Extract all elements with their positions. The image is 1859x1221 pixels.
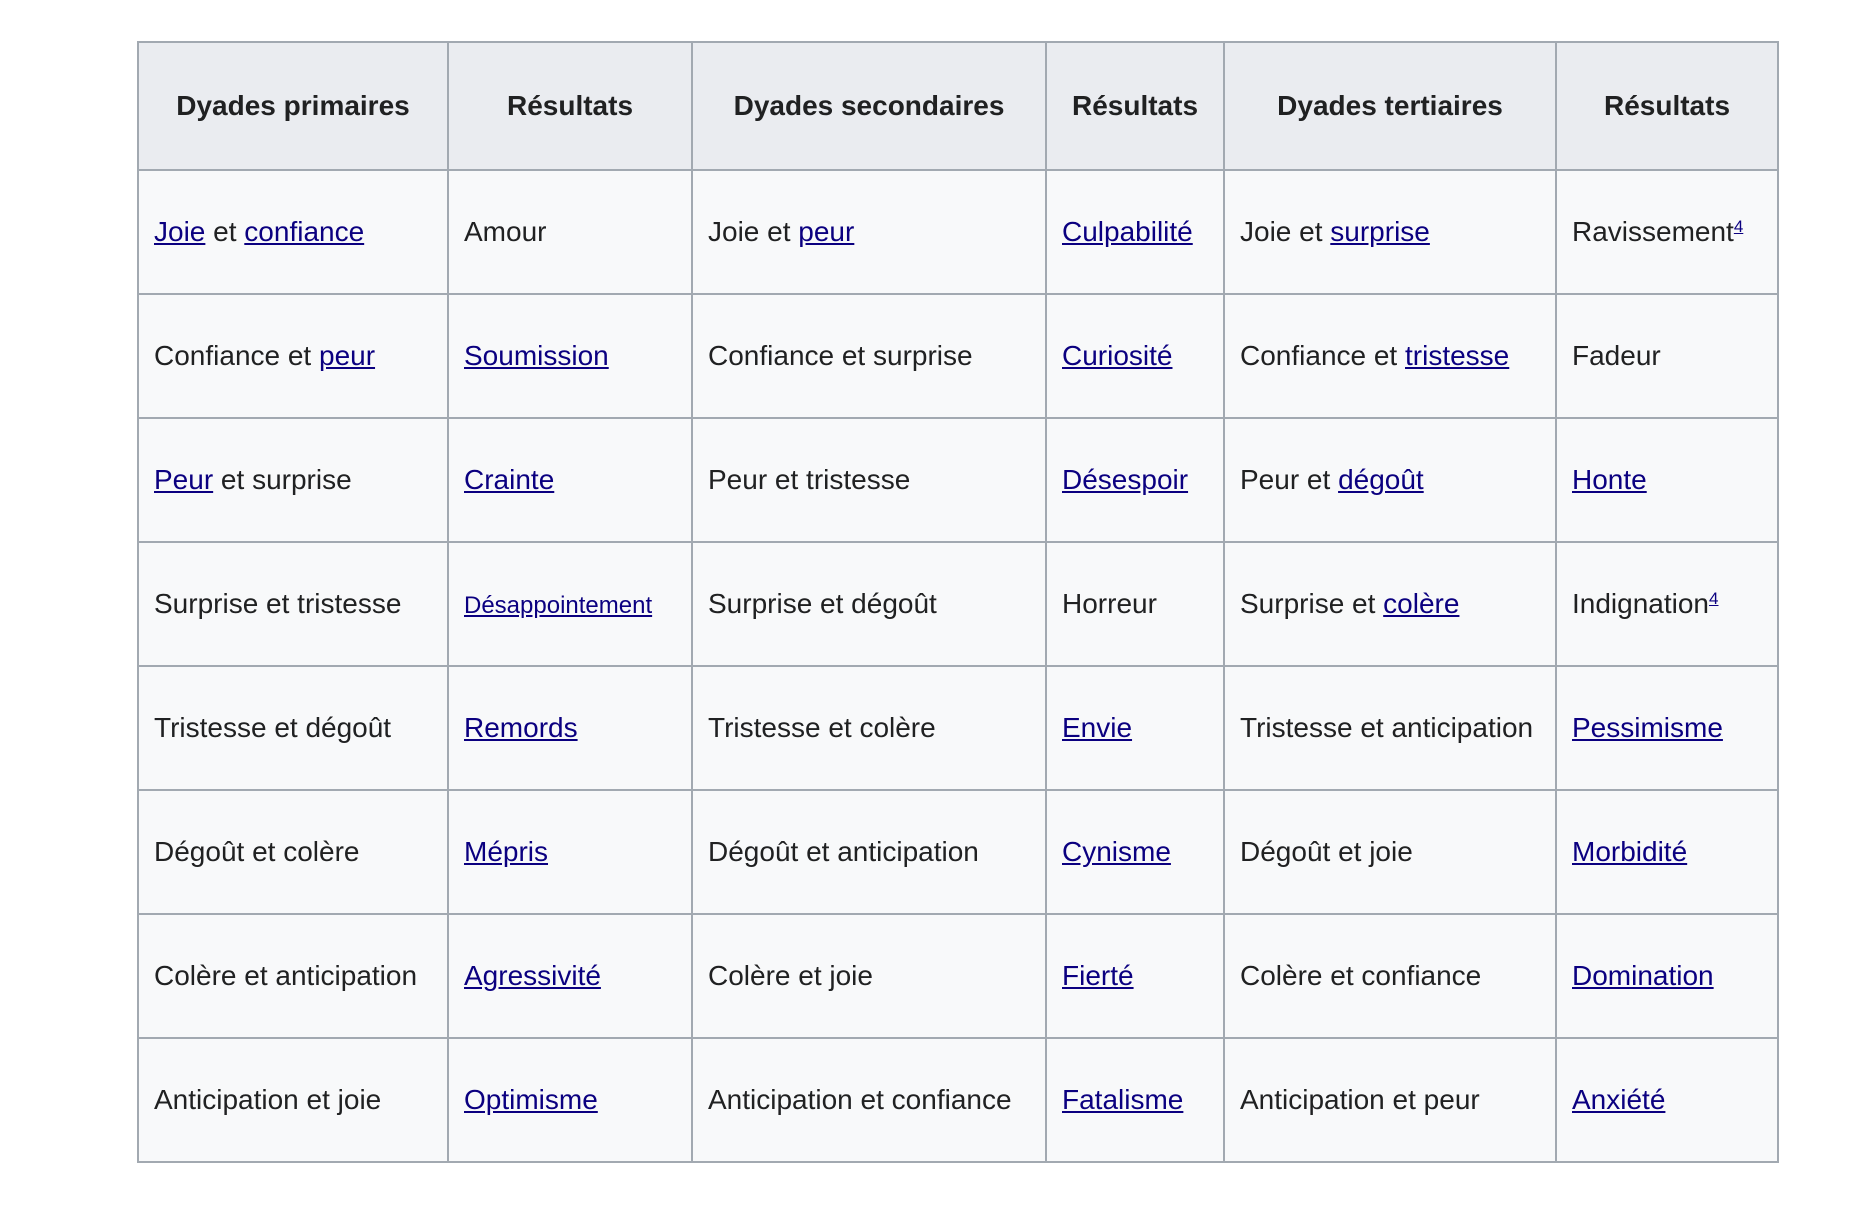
cell-secondary-dyad <box>692 666 1046 790</box>
emotion-link[interactable]: Curiosité <box>1062 340 1173 371</box>
cell-primary-result <box>448 914 692 1038</box>
cell-secondary-result <box>1046 790 1224 914</box>
cell-text: Tristesse et colère <box>708 712 936 743</box>
cell-text: Ravissement <box>1572 216 1734 247</box>
cell-secondary-result <box>1046 1038 1224 1162</box>
emotion-link[interactable]: Agressivité <box>464 960 601 991</box>
cell-text: Amour <box>464 216 547 247</box>
cell-secondary-result <box>1046 666 1224 790</box>
reference-note <box>1709 589 1718 608</box>
cell-tertiary-dyad <box>1224 790 1556 914</box>
cell-primary-dyad <box>138 1038 448 1162</box>
header-secondary-dyads: Dyades secondaires <box>692 42 1046 170</box>
emotion-link[interactable]: Fierté <box>1062 960 1134 991</box>
cell-primary-result <box>448 294 692 418</box>
cell-text: Anticipation et peur <box>1240 1084 1480 1115</box>
cell-text: Fadeur <box>1572 340 1661 371</box>
cell-text: Surprise et tristesse <box>154 588 402 619</box>
cell-secondary-dyad <box>692 418 1046 542</box>
cell-tertiary-dyad <box>1224 170 1556 294</box>
cell-tertiary-dyad <box>1224 418 1556 542</box>
cell-secondary-dyad <box>692 294 1046 418</box>
cell-text: Dégoût et colère <box>154 836 360 867</box>
table-row <box>138 666 1778 790</box>
cell-tertiary-result <box>1556 542 1778 666</box>
cell-text: Horreur <box>1062 588 1157 619</box>
cell-tertiary-dyad <box>1224 914 1556 1038</box>
header-tertiary-results: Résultats <box>1556 42 1778 170</box>
emotion-link[interactable]: Remords <box>464 712 578 743</box>
cell-text: Anticipation et confiance <box>708 1084 1012 1115</box>
cell-primary-dyad <box>138 294 448 418</box>
table-body <box>138 170 1778 1162</box>
cell-tertiary-dyad <box>1224 1038 1556 1162</box>
cell-primary-result <box>448 666 692 790</box>
emotion-link[interactable]: Pessimisme <box>1572 712 1723 743</box>
cell-secondary-result <box>1046 542 1224 666</box>
cell-text: Joie et <box>1240 216 1331 247</box>
emotion-link[interactable]: Désappointement <box>464 592 653 619</box>
table-row <box>138 1038 1778 1162</box>
cell-secondary-dyad <box>692 1038 1046 1162</box>
cell-text: Dégoût et joie <box>1240 836 1413 867</box>
reference-link[interactable]: 4 <box>1733 217 1744 236</box>
cell-secondary-result <box>1046 170 1224 294</box>
emotion-link[interactable]: Peur <box>154 464 214 495</box>
table-row <box>138 170 1778 294</box>
cell-primary-result <box>448 1038 692 1162</box>
emotion-link[interactable]: Joie <box>154 216 206 247</box>
cell-secondary-result <box>1046 294 1224 418</box>
cell-text: Colère et joie <box>708 960 873 991</box>
reference-link[interactable]: 4 <box>1709 589 1719 608</box>
cell-secondary-result <box>1046 914 1224 1038</box>
cell-tertiary-result <box>1556 790 1778 914</box>
cell-primary-dyad <box>138 914 448 1038</box>
cell-primary-dyad <box>138 418 448 542</box>
emotion-link[interactable]: Désespoir <box>1062 464 1189 495</box>
cell-primary-result <box>448 418 692 542</box>
cell-tertiary-dyad <box>1224 542 1556 666</box>
cell-tertiary-result <box>1556 1038 1778 1162</box>
emotion-link[interactable]: Soumission <box>464 340 609 371</box>
cell-secondary-dyad <box>692 542 1046 666</box>
cell-primary-result <box>448 542 692 666</box>
cell-tertiary-result <box>1556 914 1778 1038</box>
cell-secondary-dyad <box>692 790 1046 914</box>
cell-text: Peur et tristesse <box>708 464 911 495</box>
table-row <box>138 418 1778 542</box>
emotion-link[interactable]: dégoût <box>1338 464 1424 495</box>
emotion-link[interactable]: confiance <box>244 216 365 247</box>
cell-text: Confiance et <box>1240 340 1405 371</box>
table-row <box>138 542 1778 666</box>
cell-tertiary-dyad <box>1224 666 1556 790</box>
cell-secondary-dyad <box>692 170 1046 294</box>
emotion-link[interactable]: peur <box>319 340 376 371</box>
table-header <box>138 42 1778 170</box>
cell-secondary-result <box>1046 418 1224 542</box>
emotion-link[interactable]: Envie <box>1062 712 1133 743</box>
cell-text: Joie et <box>708 216 799 247</box>
header-primary-results: Résultats <box>448 42 692 170</box>
cell-text: Tristesse et anticipation <box>1240 712 1534 743</box>
cell-text: Colère et anticipation <box>154 960 418 991</box>
cell-text: Surprise et dégoût <box>708 588 937 619</box>
emotion-link[interactable]: Fatalisme <box>1062 1084 1184 1115</box>
emotion-link[interactable]: Crainte <box>464 464 555 495</box>
cell-text: Indignation <box>1572 588 1710 619</box>
cell-tertiary-dyad <box>1224 294 1556 418</box>
cell-primary-dyad <box>138 170 448 294</box>
cell-text: Surprise et <box>1240 588 1384 619</box>
emotion-link[interactable]: tristesse <box>1405 340 1510 371</box>
cell-secondary-dyad <box>692 914 1046 1038</box>
emotion-link[interactable]: colère <box>1383 588 1460 619</box>
emotion-link[interactable]: Anxiété <box>1572 1084 1666 1115</box>
emotion-link[interactable]: Domination <box>1572 960 1714 991</box>
dyads-table <box>137 41 1779 1163</box>
header-secondary-results: Résultats <box>1046 42 1224 170</box>
cell-text: et <box>205 216 245 247</box>
header-primary-dyads: Dyades primaires <box>138 42 448 170</box>
cell-text: Confiance et <box>154 340 319 371</box>
cell-primary-dyad <box>138 666 448 790</box>
table-row <box>138 294 1778 418</box>
emotion-link[interactable]: surprise <box>1330 216 1430 247</box>
emotion-link[interactable]: Honte <box>1572 464 1647 495</box>
cell-tertiary-result <box>1556 418 1778 542</box>
reference-note <box>1734 217 1743 236</box>
table-row <box>138 914 1778 1038</box>
cell-tertiary-result <box>1556 170 1778 294</box>
emotion-link[interactable]: Mépris <box>464 836 549 867</box>
cell-primary-result <box>448 790 692 914</box>
cell-text: Anticipation et joie <box>154 1084 382 1115</box>
table-row <box>138 790 1778 914</box>
header-row <box>138 42 1778 170</box>
emotion-link[interactable]: peur <box>798 216 855 247</box>
cell-text: et surprise <box>213 464 352 495</box>
cell-text: Colère et confiance <box>1240 960 1482 991</box>
cell-primary-dyad <box>138 542 448 666</box>
cell-tertiary-result <box>1556 666 1778 790</box>
cell-text: Tristesse et dégoût <box>154 712 392 743</box>
emotion-link[interactable]: Culpabilité <box>1062 216 1193 247</box>
cell-text: Confiance et surprise <box>708 340 973 371</box>
cell-tertiary-result <box>1556 294 1778 418</box>
emotion-link[interactable]: Optimisme <box>464 1084 598 1115</box>
cell-primary-dyad <box>138 790 448 914</box>
cell-text: Dégoût et anticipation <box>708 836 979 867</box>
header-tertiary-dyads: Dyades tertiaires <box>1224 42 1556 170</box>
emotion-link[interactable]: Cynisme <box>1062 836 1171 867</box>
cell-primary-result <box>448 170 692 294</box>
cell-text: Peur et <box>1240 464 1339 495</box>
emotion-link[interactable]: Morbidité <box>1572 836 1688 867</box>
